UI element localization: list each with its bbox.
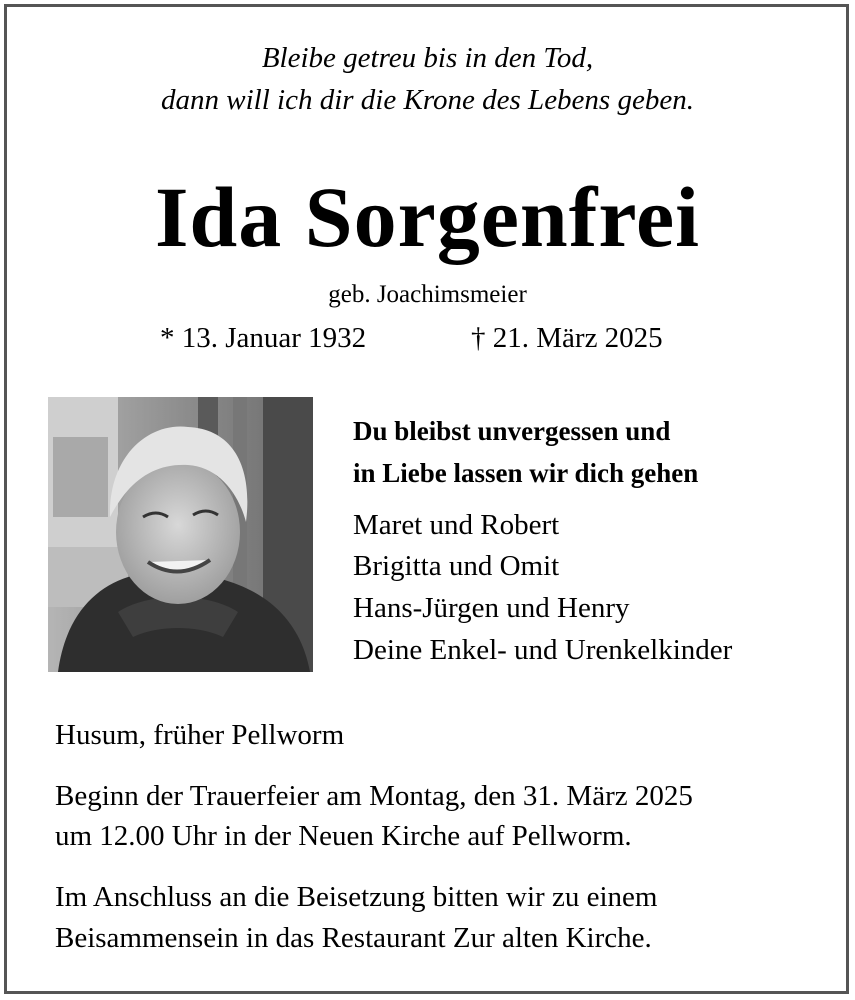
deceased-name: Ida Sorgenfrei — [154, 169, 701, 265]
death-date: † 21. März 2025 — [471, 322, 663, 354]
message-line-1: Du bleibst unvergessen und — [353, 416, 671, 446]
birth-name: geb. Joachimsmeier — [328, 281, 527, 308]
service-line-2: um 12.00 Uhr in der Neuen Kirche auf Pellworm. — [55, 820, 632, 852]
family-member: Hans-Jürgen und Henry — [353, 592, 630, 624]
service-line-1: Beginn der Trauerfeier am Montag, den 31. März 2025 — [55, 780, 693, 812]
family-member: Maret und Robert — [353, 509, 560, 541]
location: Husum, früher Pellworm — [55, 719, 345, 751]
portrait-photo — [48, 397, 313, 672]
family-member: Deine Enkel- und Urenkelkinder — [353, 634, 733, 666]
bible-quote-line-1: Bleibe getreu bis in den Tod, — [261, 42, 594, 74]
message-line-2: in Liebe lassen wir dich gehen — [353, 458, 699, 488]
reception-line-1: Im Anschluss an die Beisetzung bitten wir zu einem — [55, 881, 658, 913]
family-member: Brigitta und Omit — [353, 550, 560, 582]
bible-quote-line-2: dann will ich dir die Krone des Lebens geben. — [161, 84, 694, 116]
birth-date: * 13. Januar 1932 — [160, 322, 367, 354]
reception-line-2: Beisammensein in das Restaurant Zur alten Kirche. — [55, 922, 652, 954]
